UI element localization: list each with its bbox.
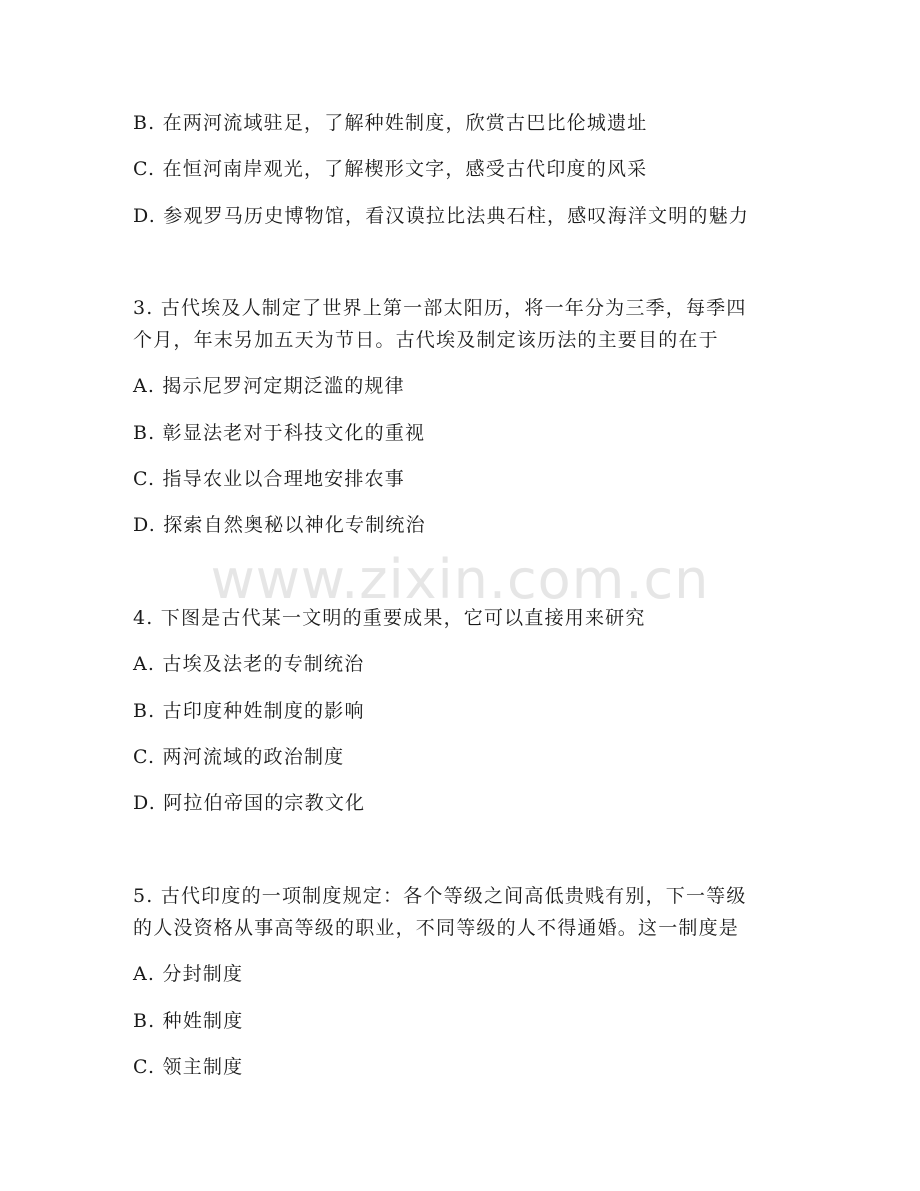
q4-option-b: B. 古印度种姓制度的影响 [133, 700, 365, 722]
q3-option-b: B. 彰显法老对于科技文化的重视 [133, 422, 426, 444]
q2-option-d: D. 参观罗马历史博物馆，看汉谟拉比法典石柱，感叹海洋文明的魅力 [133, 205, 750, 227]
q2-option-b: B. 在两河流域驻足，了解种姓制度，欣赏古巴比伦城遗址 [133, 112, 648, 134]
q5-option-a: A. 分封制度 [133, 963, 244, 985]
q4-stem: 4. 下图是古代某一文明的重要成果，它可以直接用来研究 [133, 607, 646, 629]
q5-stem-line-2: 的人没资格从事高等级的职业，不同等级的人不得通婚。这一制度是 [133, 917, 740, 939]
q3-option-c: C. 指导农业以合理地安排农事 [133, 468, 405, 490]
q4-option-c: C. 两河流域的政治制度 [133, 746, 345, 768]
q3-stem-line-1: 3. 古代埃及人制定了世界上第一部太阳历，将一年分为三季，每季四 [133, 297, 747, 319]
q4-option-d: D. 阿拉伯帝国的宗教文化 [133, 792, 366, 814]
q4-option-a: A. 古埃及法老的专制统治 [133, 653, 365, 675]
q5-stem-line-1: 5. 古代印度的一项制度规定：各个等级之间高低贵贱有别，下一等级 [133, 885, 747, 907]
q5-option-c: C. 领主制度 [133, 1056, 244, 1078]
watermark: www.zixin.com.cn [210, 548, 710, 611]
q5-option-b: B. 种姓制度 [133, 1010, 244, 1032]
q3-option-d: D. 探索自然奥秘以神化专制统治 [133, 514, 426, 536]
q2-option-c: C. 在恒河南岸观光，了解楔形文字，感受古代印度的风采 [133, 158, 648, 180]
q3-stem-line-2: 个月，年末另加五天为节日。古代埃及制定该历法的主要目的在于 [133, 329, 719, 351]
q3-option-a: A. 揭示尼罗河定期泛滥的规律 [133, 375, 405, 397]
